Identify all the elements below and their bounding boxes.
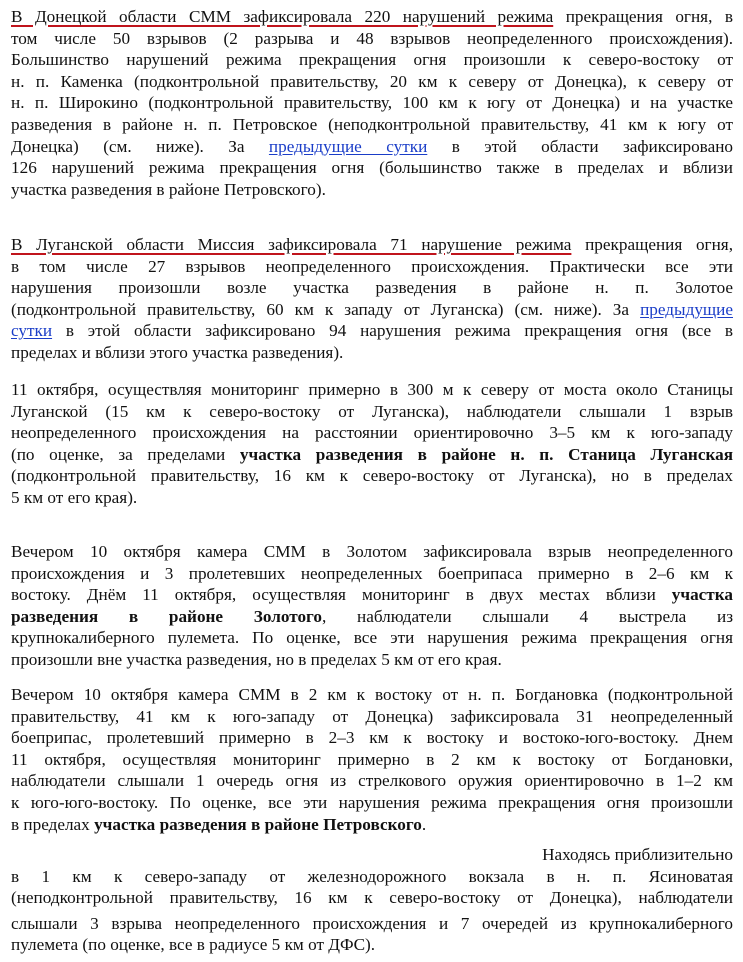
- text-line: том числе 50 взрывов (2 разрыва и 48 взрывов неопределенного происхождения).: [11, 28, 733, 48]
- paragraph-stanytsia-luhanska: [11, 379, 733, 509]
- text-line: н. п. Каменка (подконтрольной правительству, 20 км к северу от Донецка), к северу от: [11, 71, 733, 91]
- text-line: боеприпас, пролетевший примерно в 2–3 км к востоку и востоко-юго-востоку. Днем: [11, 728, 733, 748]
- text-line: Большинство нарушений режима прекращения огня произошли к северо-востоку от: [11, 50, 733, 70]
- text-line: пределах и вблизи этого участка разведения).: [11, 342, 344, 362]
- text-line: пулемета (по оценке, все в радиусе 5 км от ДФС).: [11, 935, 376, 955]
- paragraph-luhansk-summary: [11, 234, 733, 364]
- previous-day-link-continued[interactable]: сутки: [11, 321, 53, 341]
- paragraph-zolote: [11, 541, 733, 671]
- paragraph-yasynuvata: [11, 844, 733, 956]
- text-line: разведения в районе н. п. Петровское (неподконтрольной правительству, 41 км к югу от: [11, 114, 733, 134]
- text-line: к юго-юго-востоку. По оценке, все эти нарушения режима прекращения огня произошли: [11, 792, 733, 812]
- text-fragment: прекращения огня,: [571, 235, 733, 254]
- text-line: [11, 6, 733, 28]
- text-line: (подконтрольной правительству, 16 км к северо-востоку от Луганска), но в пределах: [11, 466, 733, 486]
- text-line: [11, 584, 733, 606]
- text-fragment: (подконтрольной правительству, 60 км к западу от Луганска) (см. ниже). За: [11, 299, 641, 319]
- text-line: [11, 299, 733, 321]
- text-fragment: востоку. Днём 11 октября, осуществляя мониторинг в двух местах вблизи: [11, 585, 672, 605]
- text-line: произошли вне участка разведения, но в пределах 5 км от его края.: [11, 649, 502, 669]
- text-line: (неподконтрольной правительству, 16 км к северо-востоку от Донецка), наблюдатели: [11, 888, 733, 908]
- text-line: наблюдатели слышали 1 очередь огня из стрелкового оружия ориентировочно в 1–2 км: [11, 771, 733, 791]
- text-line: [11, 320, 733, 342]
- text-line: Луганской (15 км к северо-востоку от Луганска), наблюдатели слышали 1 взрыв: [11, 401, 733, 421]
- bold-phrase: участка разведения в районе Петровского: [94, 814, 422, 834]
- highlighted-phrase: В Луганской области Миссия зафиксировала 71 нарушение режима: [11, 235, 572, 254]
- text-line: неопределенного происхождения на расстоянии ориентировочно 3–5 км к юго-западу: [11, 423, 733, 443]
- text-line: [11, 234, 733, 256]
- text-fragment: Донецка) (см. ниже). За: [11, 136, 269, 156]
- highlighted-phrase: В Донецкой области СММ зафиксировала 220 нарушений режима: [11, 7, 554, 26]
- text-line: [11, 814, 733, 836]
- bold-phrase: разведения в районе Золотого: [11, 606, 323, 626]
- paragraph-bohdanivka: [11, 684, 733, 835]
- text-fragment: в этой области зафиксировано: [427, 136, 733, 156]
- text-line: происхождения и 3 пролетевших неопределенных боеприпаса примерно в 2–6 км к: [11, 563, 733, 583]
- text-line: [11, 606, 733, 628]
- text-fragment: .: [421, 814, 427, 834]
- text-line: Вечером 10 октября камера СММ в Золотом зафиксировала взрыв неопределенного: [11, 542, 733, 561]
- text-fragment: , наблюдатели слышали 4 выстрела из: [322, 606, 733, 626]
- text-line: Вечером 10 октября камера СММ в 2 км к востоку от н. п. Богдановка (подконтрольной: [11, 685, 733, 704]
- text-line: 126 нарушений режима прекращения огня (большинство также в пределах и вблизи: [11, 158, 733, 178]
- text-fragment: (по оценке, за пределами: [11, 444, 240, 464]
- text-line: нарушения произошли возле участка разведения в районе н. п. Золотое: [11, 278, 733, 298]
- text-line: в 1 км к северо-западу от железнодорожного вокзала в н. п. Ясиноватая: [11, 866, 733, 886]
- text-line: слышали 3 взрыва неопределенного происхождения и 7 очередей из крупнокалиберного: [11, 913, 733, 933]
- text-fragment: прекращения огня, в: [553, 7, 733, 26]
- text-fragment: в этой области зафиксировано 94 нарушения режима прекращения огня (все в: [52, 321, 733, 341]
- text-line: 5 км от его края).: [11, 487, 138, 507]
- text-line: участка разведения в районе Петровского).: [11, 179, 326, 199]
- text-line: [11, 136, 733, 158]
- text-fragment: в пределах: [11, 814, 95, 834]
- text-line: правительству, 41 км к юго-западу от Донецка) зафиксировала 31 неопределенный: [11, 706, 733, 726]
- text-line: Находясь приблизительно: [542, 845, 733, 864]
- bold-phrase: участка: [671, 585, 733, 605]
- text-line: 11 октября, осуществляя мониторинг примерно в 2 км к востоку от Богдановки,: [11, 749, 733, 769]
- paragraph-donetsk-summary: [11, 6, 733, 200]
- previous-day-link[interactable]: предыдущие: [640, 299, 733, 319]
- text-line: в том числе 27 взрывов неопределенного происхождения. Практически все эти: [11, 256, 733, 276]
- previous-day-link[interactable]: предыдущие сутки: [268, 136, 428, 156]
- text-line: крупнокалиберного пулемета. По оценке, все эти нарушения режима прекращения огня: [11, 628, 733, 648]
- text-line: н. п. Широкино (подконтрольной правительству, 100 км к югу от Донецка) и на участке: [11, 93, 733, 113]
- text-line: 11 октября, осуществляя мониторинг примерно в 300 м к северу от моста около Станицы: [11, 380, 733, 399]
- bold-phrase: участка разведения в районе н. п. Станица Луганская: [239, 444, 733, 464]
- text-line: [11, 444, 733, 466]
